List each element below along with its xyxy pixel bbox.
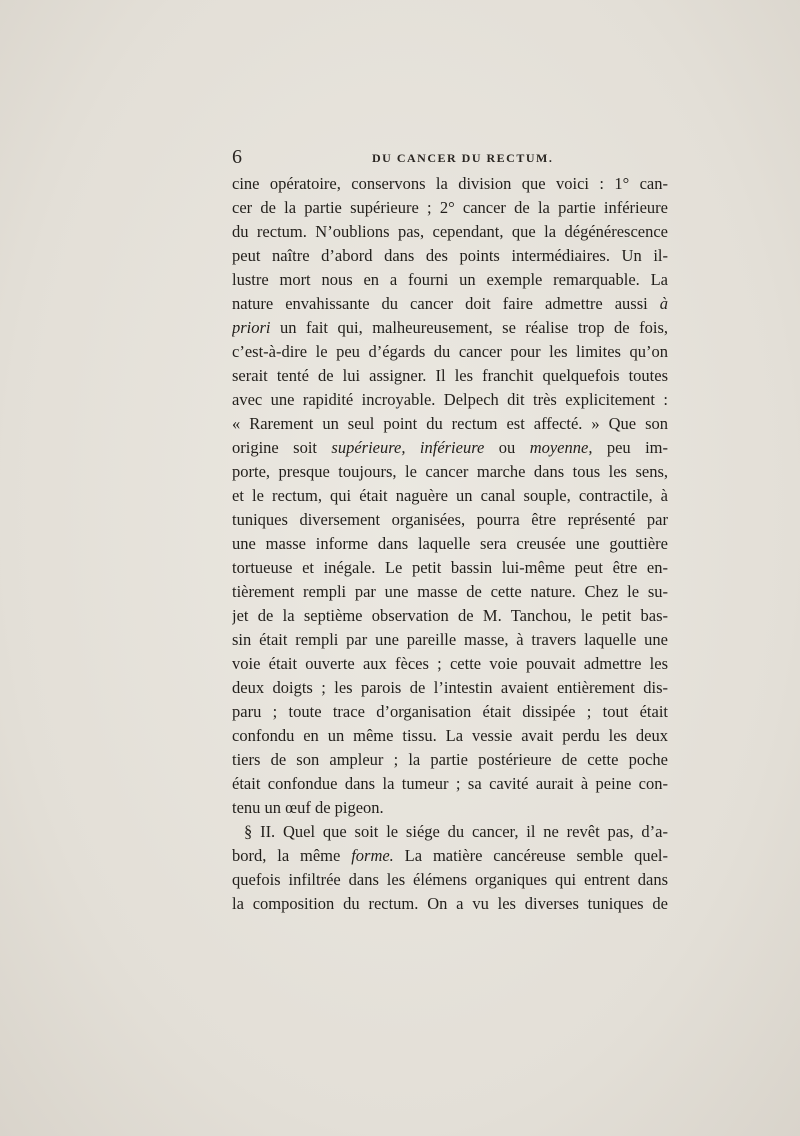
line-text: cine opératoire, conservons la division que voici : 1° can- <box>232 174 668 193</box>
line-text: § II. Quel que soit le siége du cancer, il ne revêt pas, d’a- <box>244 822 668 841</box>
line-text: avec une rapidité incroyable. Delpech dit très explicitement : <box>232 390 668 409</box>
text-line <box>232 364 668 388</box>
line-text: tuniques diversement organisées, pourra être représenté par <box>232 510 668 529</box>
line-text: du rectum. N’oublions pas, cependant, que la dégénérescence <box>232 222 668 241</box>
line-text: cer de la partie supérieure ; 2° cancer de la partie inférieure <box>232 198 668 217</box>
line-text: deux doigts ; les parois de l’intestin avaient entièrement dis- <box>232 678 668 697</box>
text-line <box>232 196 668 220</box>
line-text: nature envahissante du cancer doit faire admettre aussi <box>232 294 660 313</box>
line-text: bord, la même <box>232 846 352 865</box>
text-line <box>232 700 668 724</box>
line-text: confondu en un même tissu. La vessie avait perdu les deux <box>232 726 668 745</box>
text-line <box>232 556 668 580</box>
text-line <box>232 508 668 532</box>
page-header <box>232 146 668 170</box>
text-line <box>232 820 668 844</box>
text-line <box>232 460 668 484</box>
page-number: 6 <box>232 146 242 168</box>
text-line <box>232 676 668 700</box>
line-text: « Rarement un seul point du rectum est affecté. » Que son <box>232 414 668 433</box>
line-text: serait tenté de lui assigner. Il les franchit quelquefois toutes <box>232 366 668 385</box>
line-text: paru ; toute trace d’organisation était dissipée ; tout était <box>232 702 668 721</box>
text-line <box>232 868 668 892</box>
text-line <box>232 796 668 820</box>
italic-text: supérieure, inférieure <box>331 438 485 457</box>
body-text <box>232 172 668 916</box>
line-text: origine soit <box>232 438 332 457</box>
line-text: voie était ouverte aux fèces ; cette voie pouvait admettre les <box>232 654 668 673</box>
italic-text: à <box>659 294 668 313</box>
text-line <box>232 484 668 508</box>
text-line <box>232 532 668 556</box>
line-text: tenu un œuf de pigeon. <box>232 798 384 817</box>
line-text: la composition du rectum. On a vu les diverses tuniques de <box>232 894 668 913</box>
line-text: quefois infiltrée dans les élémens organiques qui entrent dans <box>232 870 668 889</box>
line-text: tortueuse et inégale. Le petit bassin lui-même peut être en- <box>232 558 668 577</box>
line-text: ou <box>484 438 530 457</box>
text-line <box>232 628 668 652</box>
line-text: c’est-à-dire le peu d’égards du cancer pour les limites qu’on <box>232 342 668 361</box>
text-line <box>232 844 668 868</box>
line-text: était confondue dans la tumeur ; sa cavité aurait à peine con- <box>232 774 668 793</box>
line-text: peu im- <box>592 438 668 457</box>
line-text: un fait qui, malheureusement, se réalise trop de fois, <box>270 318 668 337</box>
text-line <box>232 772 668 796</box>
line-text: tièrement rempli par une masse de cette nature. Chez le su- <box>232 582 668 601</box>
text-line <box>232 652 668 676</box>
text-line <box>232 316 668 340</box>
text-line <box>232 748 668 772</box>
italic-text: forme. <box>351 846 394 865</box>
text-line <box>232 292 668 316</box>
running-title: DU CANCER DU RECTUM. <box>372 151 554 165</box>
text-line <box>232 220 668 244</box>
line-text: sin était rempli par une pareille masse, à travers laquelle une <box>232 630 668 649</box>
line-text: peut naître d’abord dans des points intermédiaires. Un il- <box>232 246 668 265</box>
line-text: La matière cancéreuse semble quel- <box>393 846 668 865</box>
text-line <box>232 340 668 364</box>
italic-text: priori <box>232 318 271 337</box>
line-text: porte, presque toujours, le cancer marche dans tous les sens, <box>232 462 668 481</box>
line-text: lustre mort nous en a fourni un exemple remarquable. La <box>232 270 668 289</box>
text-line <box>232 172 668 196</box>
line-text: une masse informe dans laquelle sera creusée une gouttière <box>232 534 668 553</box>
text-line <box>232 604 668 628</box>
text-line <box>232 268 668 292</box>
text-line <box>232 244 668 268</box>
text-line <box>232 580 668 604</box>
line-text: et le rectum, qui était naguère un canal souple, contractile, à <box>232 486 668 505</box>
text-line <box>232 892 668 916</box>
line-text: tiers de son ampleur ; la partie postérieure de cette poche <box>232 750 668 769</box>
text-line <box>232 388 668 412</box>
line-text: jet de la septième observation de M. Tanchou, le petit bas- <box>232 606 668 625</box>
text-line <box>232 412 668 436</box>
text-line <box>232 436 668 460</box>
text-line <box>232 724 668 748</box>
italic-text: moyenne, <box>529 438 593 457</box>
